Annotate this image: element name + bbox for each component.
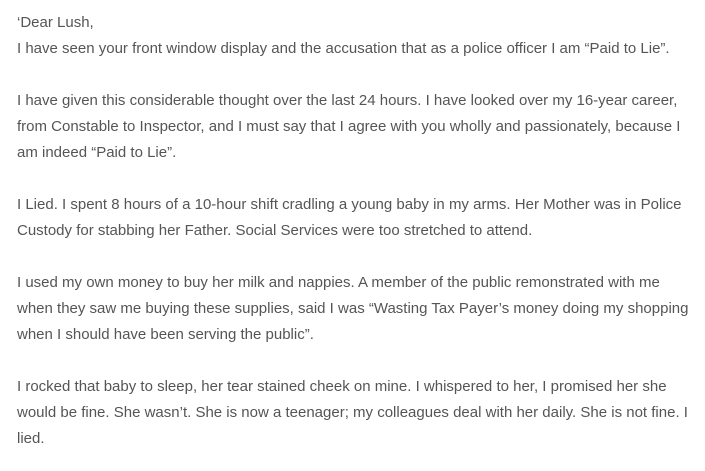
text-line: I have seen your front window display and the accusation that as a police officer I am “Paid to Lie”. <box>17 40 670 57</box>
paragraph-supplies <box>17 270 705 348</box>
text-line: lied. <box>17 430 45 447</box>
greeting-line: ‘Dear Lush, <box>17 14 94 31</box>
paragraph-career <box>17 88 705 166</box>
paragraph-promise <box>17 374 705 452</box>
text-line: from Constable to Inspector, and I must say that I agree with you wholly and passionately, because I <box>17 118 681 135</box>
text-line: I have given this considerable thought over the last 24 hours. I have looked over my 16-year career, <box>17 92 678 109</box>
text-line: I rocked that baby to sleep, her tear stained cheek on mine. I whispered to her, I promised her she <box>17 378 667 395</box>
text-line: when they saw me buying these supplies, said I was “Wasting Tax Payer’s money doing my shopping <box>17 300 689 317</box>
text-line: when I should have been serving the public”. <box>17 326 314 343</box>
text-line: Custody for stabbing her Father. Social Services were too stretched to attend. <box>17 222 533 239</box>
text-line: I Lied. I spent 8 hours of a 10-hour shift cradling a young baby in my arms. Her Mother was in Police <box>17 196 682 213</box>
paragraph-greeting <box>17 10 705 62</box>
text-line: am indeed “Paid to Lie”. <box>17 144 177 161</box>
paragraph-baby-shift <box>17 192 705 244</box>
text-line: I used my own money to buy her milk and nappies. A member of the public remonstrated with me <box>17 274 660 291</box>
text-line: would be fine. She wasn’t. She is now a teenager; my colleagues deal with her daily. She is not fine. I <box>17 404 688 421</box>
